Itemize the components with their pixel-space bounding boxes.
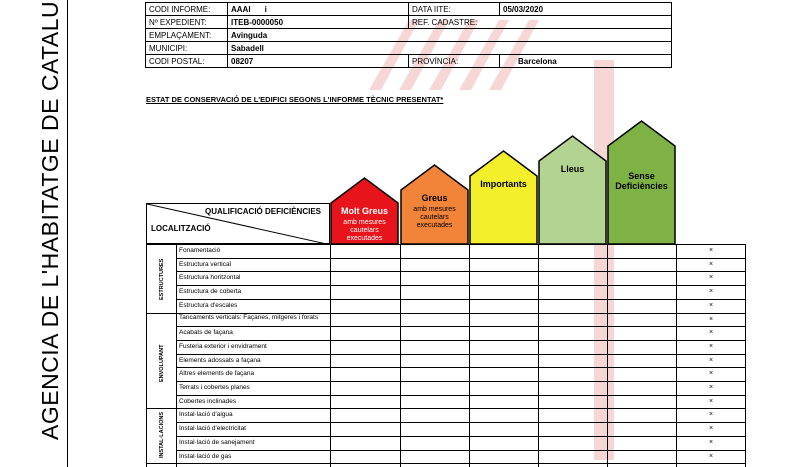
grid-row-line [176, 354, 746, 355]
grid-row-line [176, 285, 746, 286]
section-title: ESTAT DE CONSERVACIÓ DE L'EDIFICI SEGONS L'INFORME TÈCNIC PRESENTAT* [146, 95, 444, 104]
level-house-1 [330, 177, 399, 244]
row-label: Cobertes inclinades [179, 397, 237, 405]
expedient-label: Nº EXPEDIENT: [146, 16, 228, 29]
row-label: Elements adossats a façana [179, 356, 261, 364]
grid-header-cell [146, 203, 330, 244]
row-mark: × [708, 356, 714, 364]
row-mark: × [708, 425, 714, 433]
grid-column-line [607, 244, 608, 467]
grid-row-line [176, 395, 746, 396]
grid-row-line [176, 436, 746, 437]
row-mark: × [708, 384, 714, 391]
row-label: Terrats i cobertes planes [179, 384, 250, 391]
grid-column-line [469, 244, 470, 467]
level-title: Sense Deficiències [615, 171, 668, 191]
codi-postal-value: 08207 [228, 55, 409, 68]
municipi-label: MUNICIPI: [146, 42, 228, 55]
row-label: Instal·lació de gas [179, 452, 232, 460]
level-house-3 [469, 150, 538, 244]
emplacament-value: Avinguda [228, 29, 672, 42]
side-banner [0, 0, 68, 467]
category-label: ESTRUCTURES [159, 258, 165, 301]
row-mark: × [708, 452, 714, 460]
grid-row-line [176, 422, 746, 423]
level-title: Lleus [560, 164, 585, 174]
row-mark: × [708, 288, 714, 296]
level-title: Greus [421, 193, 448, 203]
provincia-label: PROVÍNCIA: [409, 55, 500, 68]
report-header-table [145, 2, 672, 68]
agency-vertical-title: AGENCIA DE L'HABITATGE DE CATALU [37, 0, 63, 440]
level-subtitle: amb mesures cautelars executades [343, 219, 386, 242]
row-mark: × [708, 342, 714, 350]
row-mark: × [708, 260, 714, 268]
row-label: Altres elements de façana [179, 370, 255, 378]
row-mark: × [708, 411, 714, 419]
level-title: Molt Greus [340, 206, 388, 216]
condition-grid [146, 244, 746, 467]
grid-category-line [146, 408, 746, 409]
grid-row-line [176, 258, 746, 259]
row-label: Estructura de coberta [179, 288, 242, 296]
grid-column-line [538, 244, 539, 467]
provincia-value: Barcelona [500, 55, 672, 68]
grid-column-line [745, 244, 746, 467]
row-label: Tancaments verticals: Façanes, mitgeres i forats [179, 313, 319, 321]
grid-category-line [146, 313, 746, 314]
codi-postal-label: CODI POSTAL: [146, 55, 228, 68]
level-title: Importants [480, 179, 527, 189]
row-label: Estructura d'escales [179, 301, 238, 309]
row-label: Estructura horitzontal [179, 274, 241, 282]
expedient-value: ITEB-0000050 [228, 16, 409, 29]
ref-cadastre-label: REF. CADASTRE: [409, 16, 672, 29]
codi-informe-value: AAAI [231, 4, 251, 14]
level-house-4 [538, 135, 607, 244]
emplacament-label: EMPLAÇAMENT: [146, 29, 228, 42]
row-label: Fonamentació [179, 247, 221, 254]
data-iite-value: 05/03/2020 [500, 3, 672, 16]
grid-border-left [146, 244, 147, 467]
grid-row-line [176, 271, 746, 272]
category-label: INSTAL·LACIONS [159, 411, 165, 458]
data-iite-label: DATA IITE: [409, 3, 500, 16]
row-mark: × [708, 397, 714, 405]
grid-row-line [176, 450, 746, 451]
row-label: Acabats de façana [179, 329, 233, 337]
row-label: Estructura vertical [179, 260, 232, 268]
row-mark: × [708, 247, 714, 254]
report-page [69, 0, 791, 467]
row-label: Fusteria exterior i envidrament [179, 342, 267, 350]
municipi-value: Sabadell [228, 42, 672, 55]
qualificacio-label: QUALIFICACIÓ DEFICIÈNCIES [204, 207, 321, 216]
grid-row-line [176, 381, 746, 382]
grid-column-line [330, 244, 331, 467]
grid-column-line [400, 244, 401, 467]
grid-row-line [176, 299, 746, 300]
row-mark: × [708, 438, 714, 446]
category-label: ENVOLUPANT [159, 344, 165, 383]
grid-row-line [176, 367, 746, 368]
row-mark: × [708, 329, 714, 337]
grid-row-line [176, 326, 746, 327]
level-house-2 [400, 164, 469, 244]
localitzacio-label: LOCALITZACIÓ [151, 224, 211, 233]
row-mark: × [708, 274, 714, 282]
grid-bottom-line [146, 463, 746, 464]
level-subtitle: amb mesures cautelars executades [413, 206, 456, 229]
codi-informe-extra: i [264, 4, 267, 14]
row-mark: × [708, 315, 714, 323]
grid-category-divider [176, 244, 177, 467]
codi-informe-label: CODI INFORME: [146, 3, 228, 16]
row-mark: × [708, 301, 714, 309]
row-label: Instal·lació d'electricitat [179, 425, 246, 433]
row-label: Instal·lació d'aigua [179, 411, 233, 419]
level-house-5 [607, 120, 676, 244]
row-label: Instal·lació de sanejament [179, 438, 255, 446]
row-mark: × [708, 370, 714, 378]
grid-category-line [146, 244, 746, 245]
grid-row-line [176, 340, 746, 341]
